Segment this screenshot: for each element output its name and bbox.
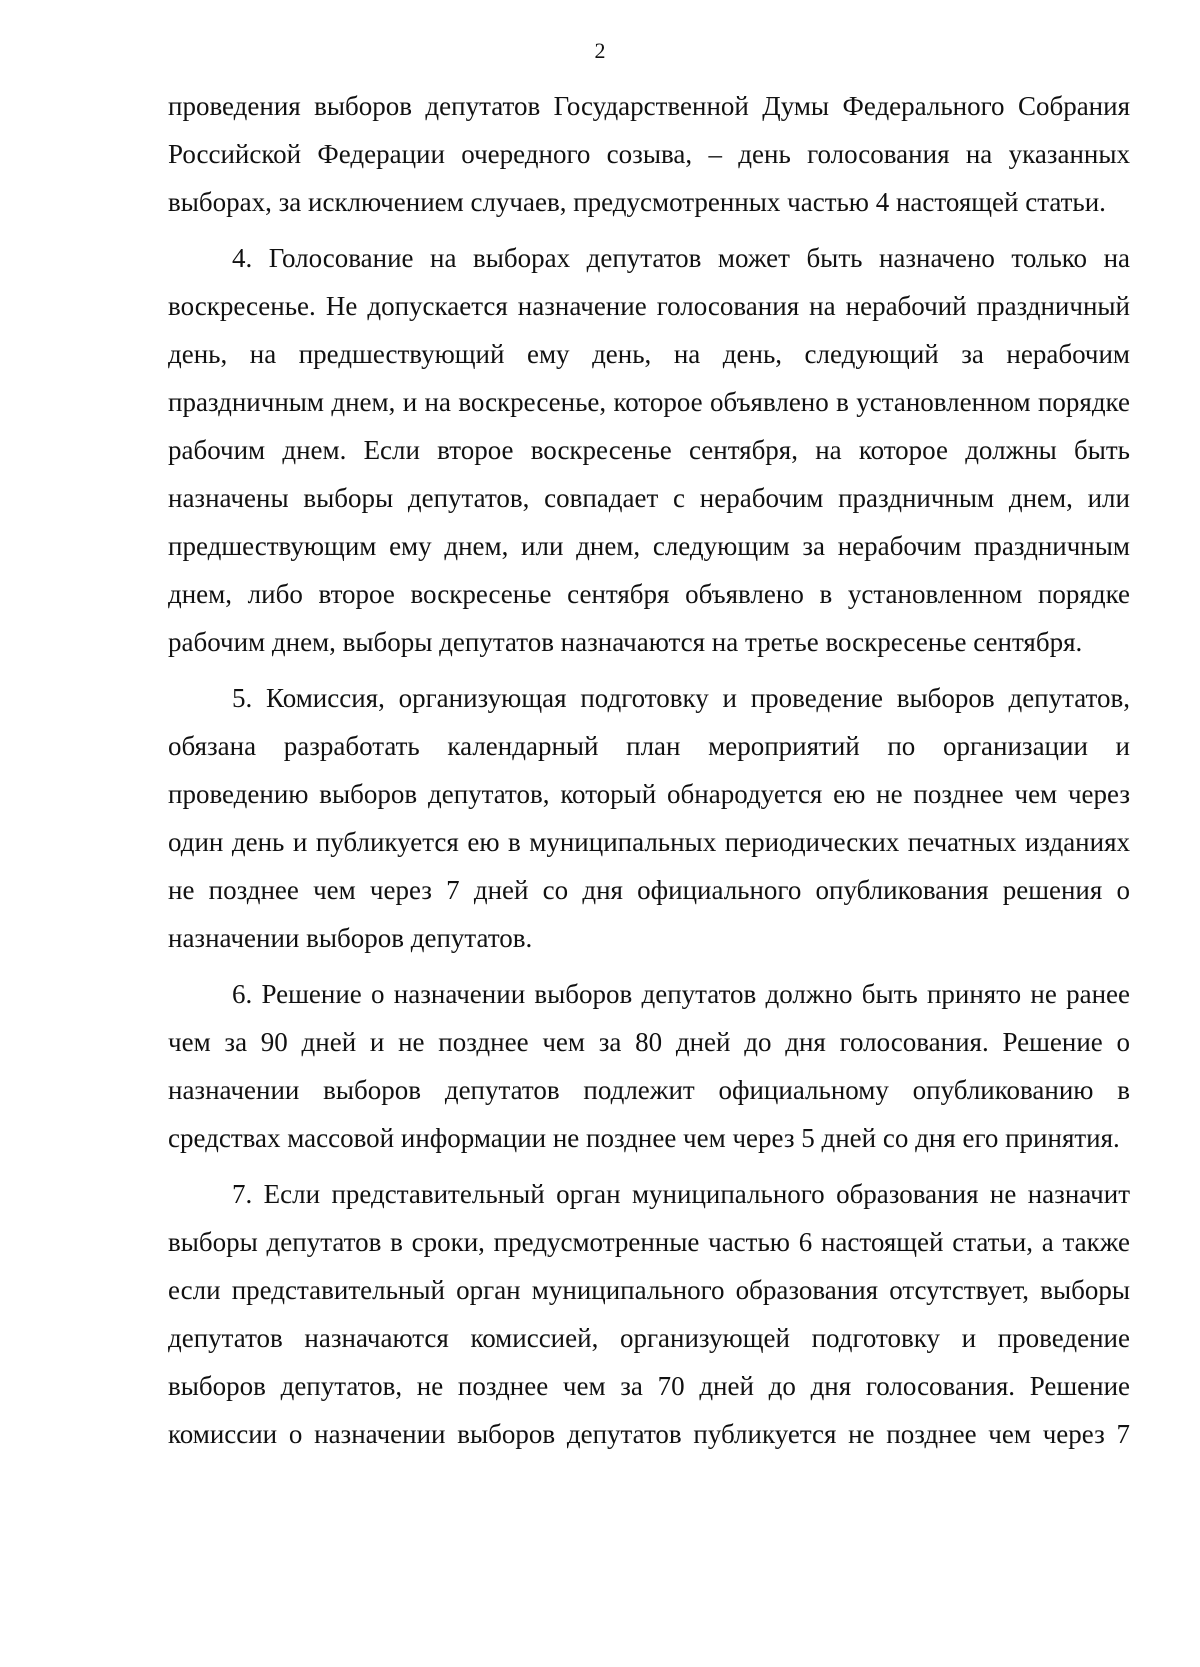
- page-number: 2: [594, 38, 606, 63]
- paragraph-4: 4. Голосование на выборах депутатов может быть назначено только на воскресенье. Не допускается назначение голосования на нерабочий праздничный день, на предшествующий ему день, на день, следующий за нерабочим праздничным днем, и на воскресенье, которое объявлено в установленном порядке рабочим днем. Если второе воскресенье сентября, на которое должны быть назначены выборы депутатов, совпадает с нерабочим праздничным днем, или предшествующим ему днем, или днем, следующим за нерабочим праздничным днем, либо второе воскресенье сентября объявлено в установленном порядке рабочим днем, выборы депутатов назначаются на третье воскресенье сентября.: [168, 243, 1130, 657]
- paragraph-5: 5. Комиссия, организующая подготовку и проведение выборов депутатов, обязана разработать календарный план мероприятий по организации и проведению выборов депутатов, который обнародуется ею не позднее чем через один день и публикуется ею в муниципальных периодических печатных изданиях не позднее чем через 7 дней со дня официального опубликования решения о назначении выборов депутатов.: [168, 683, 1130, 953]
- paragraph-6: 6. Решение о назначении выборов депутатов должно быть принято не ранее чем за 90 дней и не позднее чем за 80 дней до дня голосования. Решение о назначении выборов депутатов подлежит официальному опубликованию в средствах массовой информации не позднее чем через 5 дней со дня его принятия.: [168, 979, 1130, 1153]
- document-body: [168, 82, 1130, 1458]
- paragraph-7: 7. Если представительный орган муниципального образования не назначит выборы депутатов в сроки, предусмотренные частью 6 настоящей статьи, а также если представительный орган муниципального образования отсутствует, выборы депутатов назначаются комиссией, организующей подготовку и проведение выборов депутатов, не позднее чем за 70 дней до дня голосования. Решение комиссии о назначении выборов депутатов публикуется не позднее чем через 7: [168, 1179, 1130, 1449]
- paragraph-continuation: проведения выборов депутатов Государственной Думы Федерального Собрания Российской Федерации очередного созыва, – день голосования на указанных выборах, за исключением случаев, предусмотренных частью 4 настоящей статьи.: [168, 91, 1130, 217]
